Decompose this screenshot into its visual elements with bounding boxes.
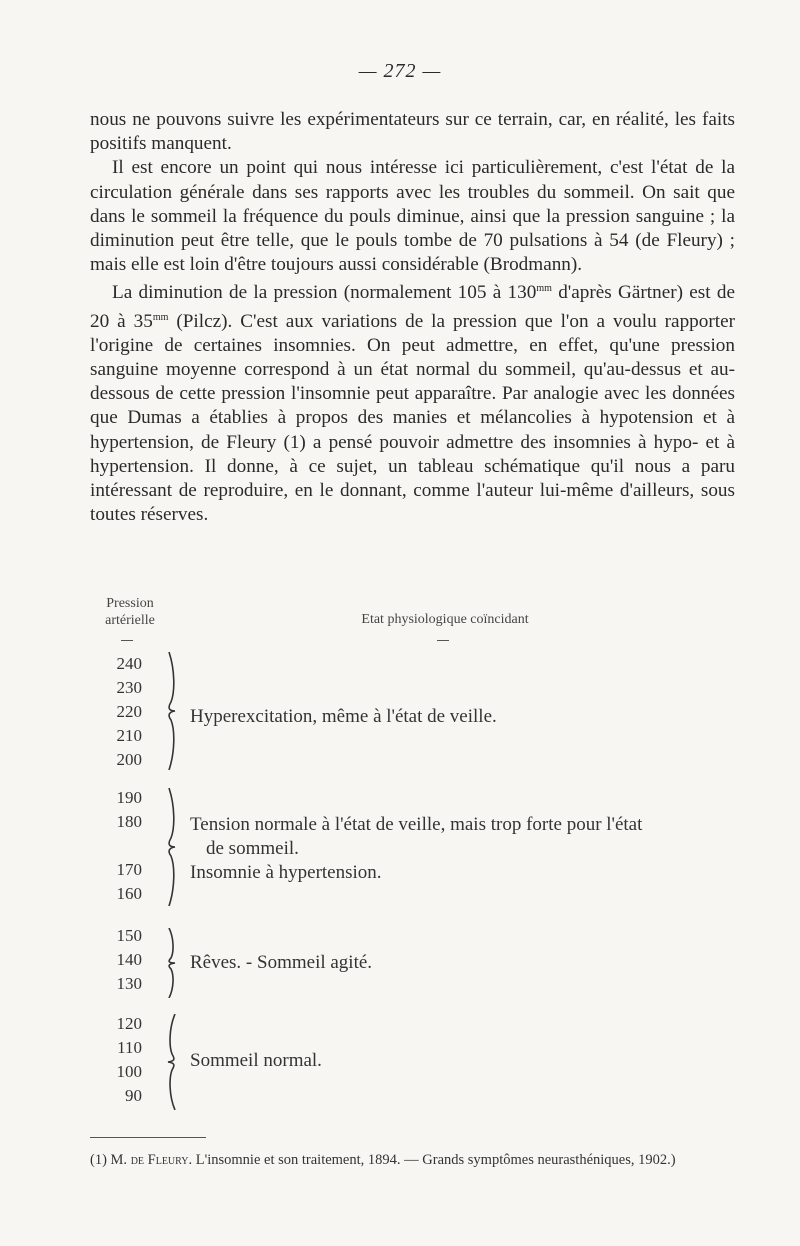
- page-number: — 272 —: [358, 60, 442, 82]
- paragraph-3: [90, 277, 735, 527]
- footnote-author: de Fleury.: [130, 1152, 193, 1168]
- pressure-column-header: [85, 595, 175, 629]
- pressure-header-line-2: artérielle: [105, 613, 155, 628]
- pressure-value: 190: [116, 788, 142, 807]
- footnote-marker: (1) M.: [90, 1152, 128, 1168]
- header-dash-left: [121, 640, 133, 641]
- unit-mm-2: mm: [152, 311, 169, 323]
- pressure-value: 230: [116, 678, 142, 697]
- pressure-value: 140: [116, 950, 142, 969]
- pressure-value: 110: [117, 1038, 142, 1057]
- pressure-value: 200: [116, 750, 142, 769]
- curly-brace-icon: [165, 1014, 181, 1110]
- pressure-value: 100: [116, 1062, 142, 1081]
- curly-brace-icon: [165, 928, 181, 998]
- pressure-header-line-1: Pression: [106, 596, 154, 611]
- footnote-text: L'insomnie et son traitement, 1894. — Grands symptômes neurasthéniques, 1902.): [192, 1152, 676, 1168]
- paragraph-3-part-2: d'après Gärtner) est de 20 à 35: [90, 282, 735, 332]
- state-column-header: Etat physiologique coïncidant: [361, 612, 529, 627]
- pressure-value: 90: [125, 1086, 142, 1105]
- paragraph-3-part-3: (Pilcz). C'est aux variations de la pression que l'on a voulu rapporter l'origine de certaines insomnies. On peut admettre, en effet, qu'une pression sanguine moyenne correspond à un état normal du sommeil, qu'au-dessus et au-dessous de cette pression l'insomnie peut apparaître. Par analogie avec les données que Dumas a établies à propos des manies et mélancolies à hypotension et à hypertension, de Fleury (1) a pensé pouvoir admettre des insomnies à hypo- et à hypertension. Il donne, à ce sujet, un tableau schématique qu'il nous a paru intéressant de reproduire, en le donnant, comme l'auteur lui-même d'ailleurs, sous toutes réserves.: [90, 310, 735, 526]
- pressure-value: 170: [116, 860, 142, 879]
- pressure-value: 210: [116, 726, 142, 745]
- pressure-value: 180: [116, 812, 142, 831]
- paragraph-3-part-1: La diminution de la pression (normalement 105 à 130: [112, 282, 537, 304]
- header-dash-right: [437, 640, 449, 641]
- pressure-value: 120: [116, 1014, 142, 1033]
- state-insomnie-hypertension: Insomnie à hypertension.: [190, 862, 382, 883]
- unit-mm-1: mm: [536, 283, 552, 295]
- pressure-value: 150: [116, 926, 142, 945]
- curly-brace-icon: [165, 788, 181, 906]
- pressure-value: 240: [116, 654, 142, 673]
- curly-brace-icon: [165, 652, 181, 770]
- body-text: [90, 108, 735, 527]
- paragraph-2: Il est encore un point qui nous intéresse ici particulièrement, c'est l'état de la circulation générale dans ses rapports avec les troubles du sommeil. On sait que dans le sommeil la fréquence du pouls diminue, ainsi que la pression sanguine ; la diminution peut être telle, que le pouls tombe de 70 pulsations à 54 (de Fleury) ; mais elle est loin d'être toujours aussi considérable (Brodmann).: [90, 157, 735, 276]
- state-hyperexcitation: Hyperexcitation, même à l'état de veille.: [190, 706, 497, 727]
- pressure-value: 130: [116, 974, 142, 993]
- state-tension-normale: Tension normale à l'état de veille, mais trop forte pour l'état: [190, 814, 643, 835]
- pressure-value: 160: [116, 884, 142, 903]
- state-reves: Rêves. - Sommeil agité.: [190, 952, 373, 973]
- state-de-sommeil: de sommeil.: [206, 838, 299, 859]
- pressure-value: 220: [116, 702, 142, 721]
- paragraph-1: nous ne pouvons suivre les expérimentateurs sur ce terrain, car, en réalité, les faits positifs manquent.: [90, 109, 735, 155]
- state-sommeil-normal: Sommeil normal.: [190, 1050, 322, 1071]
- footnote: [90, 1152, 735, 1169]
- footnote-rule: [90, 1137, 206, 1138]
